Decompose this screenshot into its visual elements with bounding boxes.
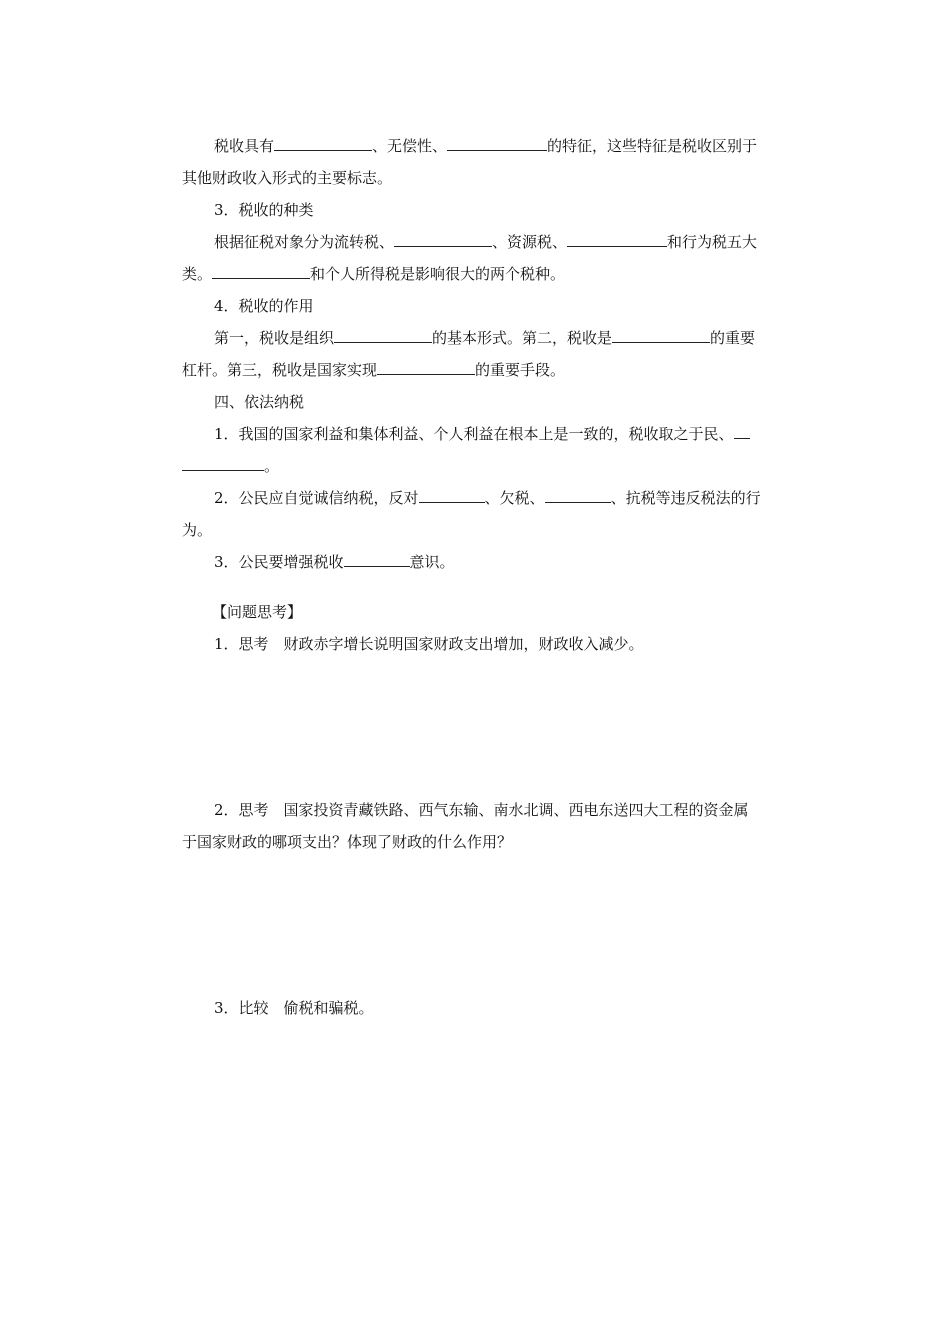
blank[interactable] bbox=[545, 488, 611, 503]
line-s3b: 杠杆。第三，税收是国家实现 的重要手段。 bbox=[182, 361, 566, 379]
line-p3: 3．公民要增强税收 意识。 bbox=[214, 553, 455, 571]
line-s1b: 其他财政收入形式的主要标志。 bbox=[182, 169, 393, 187]
blank[interactable] bbox=[182, 456, 264, 471]
line-p1b: 。 bbox=[182, 456, 279, 476]
line-s1: 税收具有 、无偿性、 的特征，这些特征是税收区别于 bbox=[214, 137, 758, 155]
line-p2b: 为。 bbox=[182, 521, 213, 539]
line-s2b: 类。 和个人所得税是影响很大的两个税种。 bbox=[182, 265, 566, 283]
line-s2: 根据征税对象分为流转税、 、资源税、 和行为税五大 bbox=[214, 233, 758, 251]
section-title: 【问题思考】 bbox=[212, 603, 303, 621]
question-1: 1．思考 财政赤字增长说明国家财政支出增加，财政收入减少。 bbox=[214, 635, 644, 653]
blank[interactable] bbox=[394, 232, 492, 247]
blank[interactable] bbox=[612, 328, 710, 343]
question-2-cont: 于国家财政的哪项支出？体现了财政的什么作用？ bbox=[182, 833, 513, 851]
blank[interactable] bbox=[212, 264, 310, 279]
blank[interactable] bbox=[734, 424, 750, 439]
blank[interactable] bbox=[377, 360, 475, 375]
line-p2: 2．公民应自觉诚信纳税，反对 、欠税、 、抗税等违反税法的行 bbox=[214, 489, 761, 507]
blank[interactable] bbox=[274, 136, 372, 151]
question-3: 3．比较 偷税和骗税。 bbox=[214, 999, 374, 1017]
heading-3: 3．税收的种类 bbox=[214, 201, 314, 219]
blank[interactable] bbox=[567, 232, 667, 247]
heading-section-4: 四、依法纳税 bbox=[214, 393, 305, 411]
heading-4: 4．税收的作用 bbox=[214, 297, 314, 315]
blank[interactable] bbox=[447, 136, 547, 151]
blank[interactable] bbox=[419, 488, 485, 503]
question-2: 2．思考 国家投资青藏铁路、西气东输、南水北调、西电东送四大工程的资金属 bbox=[214, 801, 749, 819]
line-s3: 第一，税收是组织 的基本形式。第二，税收是 的重要 bbox=[214, 329, 756, 347]
blank[interactable] bbox=[344, 552, 410, 567]
blank[interactable] bbox=[334, 328, 432, 343]
line-p1: 1．我国的国家利益和集体利益、个人利益在根本上是一致的，税收取之于民、 bbox=[214, 424, 750, 444]
